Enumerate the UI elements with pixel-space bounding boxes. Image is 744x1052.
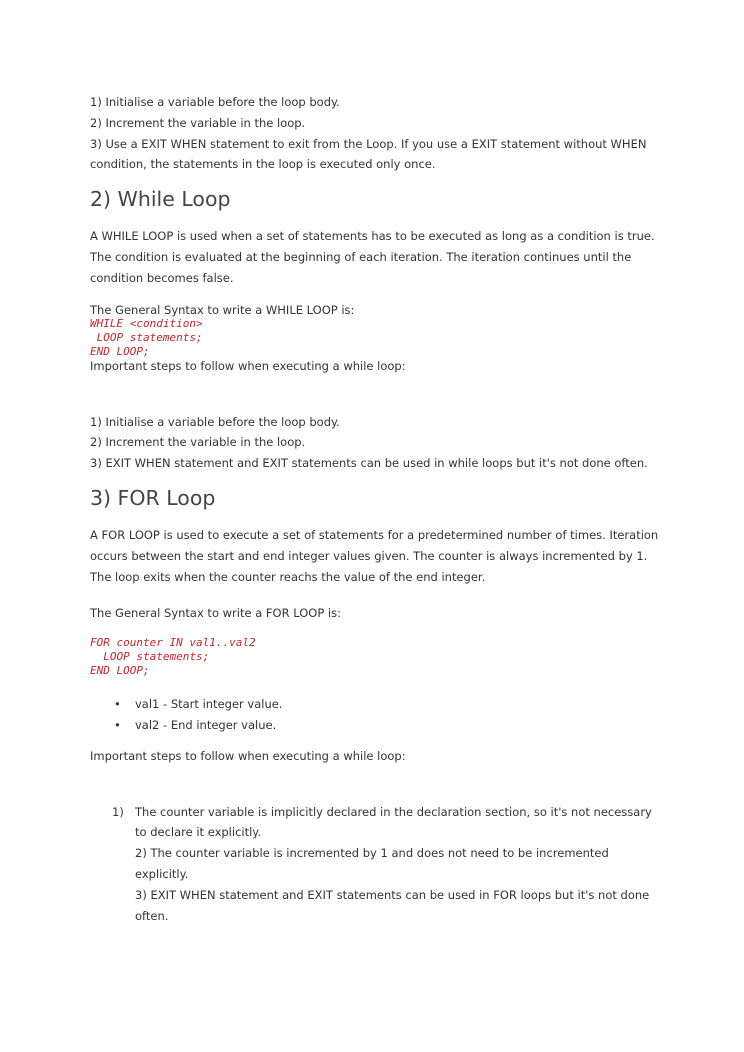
for-step: 3) EXIT WHEN statement and EXIT statements can be used in FOR loops but it's not done (135, 887, 650, 902)
while-description-line: The condition is evaluated at the beginning of each iteration. The iteration continues until the (90, 249, 632, 264)
while-syntax-intro: The General Syntax to write a WHILE LOOP is: (90, 302, 355, 317)
for-bullet-list (90, 694, 660, 736)
for-description-line: occurs between the start and end integer values given. The counter is always incremented by 1. (90, 548, 648, 563)
intro-step: 1) Initialise a variable before the loop body. (90, 95, 340, 109)
intro-step: 2) Increment the variable in the loop. (90, 115, 306, 130)
while-description (90, 226, 660, 288)
for-step: often. (135, 908, 169, 923)
code-line: END LOOP; (90, 664, 150, 678)
bullet-text: val1 - Start integer value. (135, 697, 283, 712)
document-page (90, 92, 660, 926)
code-line: END LOOP; (90, 344, 150, 358)
intro-step: 3) Use a EXIT WHEN statement to exit from the Loop. If you use a EXIT statement without WHEN (90, 136, 647, 151)
while-description-line: A WHILE LOOP is used when a set of statements has to be executed as long as a condition is true. (90, 229, 655, 244)
while-description-line: condition becomes false. (90, 270, 234, 285)
intro-step: condition, the statements in the loop is executed only once. (90, 157, 436, 172)
while-loop-heading: 2) While Loop (90, 187, 231, 212)
while-step: 3) EXIT WHEN statement and EXIT statements can be used in while loops but it's not done often. (90, 456, 648, 471)
while-code-block (90, 317, 660, 359)
list-item (90, 715, 660, 736)
for-code-block (90, 636, 660, 678)
code-line: FOR counter IN val1..val2 (90, 636, 256, 650)
code-line: LOOP statements; (90, 330, 203, 344)
for-step: The counter variable is implicitly declared in the declaration section, so it's not necessary (135, 804, 652, 819)
for-steps (90, 802, 660, 927)
for-description (90, 525, 660, 587)
for-syntax-intro: The General Syntax to write a FOR LOOP is: (90, 606, 341, 621)
bullet-icon: • (114, 697, 121, 712)
for-step: explicitly. (135, 866, 189, 881)
for-steps-intro: Important steps to follow when executing a while loop: (90, 748, 406, 763)
for-description-line: A FOR LOOP is used to execute a set of statements for a predetermined number of times. Iteration (90, 527, 659, 542)
for-loop-heading: 3) FOR Loop (90, 485, 216, 510)
list-item (90, 694, 660, 715)
while-step: 1) Initialise a variable before the loop body. (90, 414, 340, 429)
code-line: LOOP statements; (90, 650, 210, 664)
numbered-marker: 1) (112, 804, 124, 819)
for-step: to declare it explicitly. (135, 825, 262, 840)
for-description-line: The loop exits when the counter reachs the value of the end integer. (90, 569, 486, 584)
code-line: WHILE <condition> (90, 316, 203, 330)
while-steps-intro: Important steps to follow when executing a while loop: (90, 358, 406, 373)
bullet-text: val2 - End integer value. (135, 717, 277, 732)
bullet-icon: • (114, 717, 121, 732)
for-step: 2) The counter variable is incremented by 1 and does not need to be incremented (135, 846, 609, 861)
while-steps (90, 412, 660, 474)
while-step: 2) Increment the variable in the loop. (90, 435, 306, 450)
intro-steps (90, 92, 660, 175)
